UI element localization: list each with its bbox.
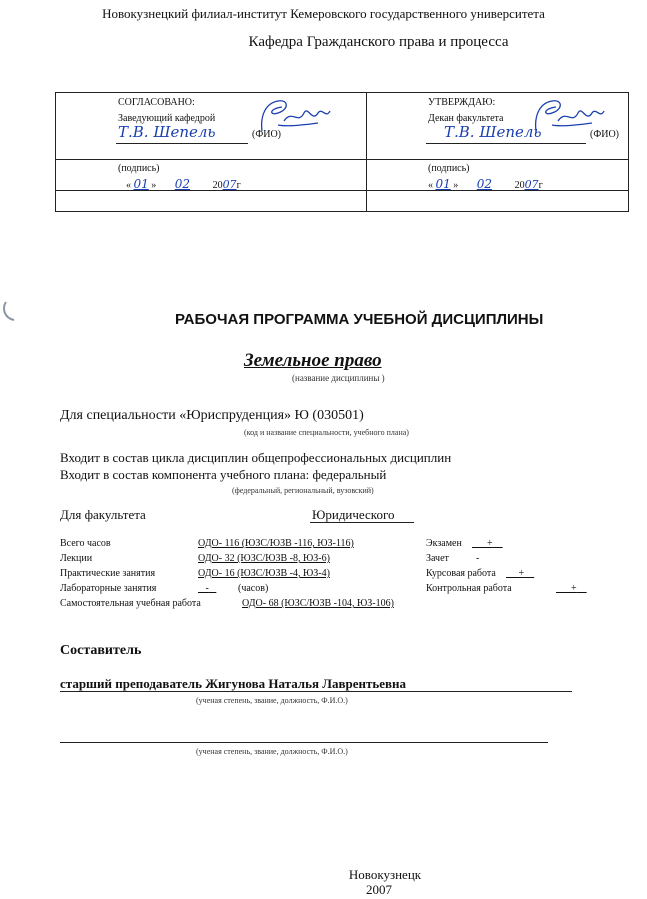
hours-label: Лабораторные занятия <box>60 583 157 594</box>
control-value <box>472 538 503 549</box>
author-caption: (ученая степень, звание, должность, Ф.И.О.) <box>196 747 348 756</box>
control-value-text: + <box>571 583 577 594</box>
name-underline <box>426 143 586 144</box>
approval-heading-left: СОГЛАСОВАНО: <box>118 97 195 108</box>
specialty-line: Для специальности «Юриспруденция» Ю (030501) <box>60 408 364 423</box>
control-value <box>506 568 534 579</box>
hours-value-text: - <box>205 583 209 594</box>
approval-role-left: Заведующий кафедрой <box>118 113 216 124</box>
approval-name-right: Т.В. Шепель <box>444 123 542 141</box>
faculty-label: Для факультета <box>60 507 146 522</box>
author-underline <box>60 691 572 692</box>
date-year-g: г <box>236 180 241 191</box>
department-name: Кафедра Гражданского права и процесса <box>248 34 509 50</box>
approval-role-right: Декан факультета <box>428 113 504 124</box>
hours-label: Лекции <box>60 553 93 564</box>
divider <box>366 93 367 211</box>
date-left <box>126 177 241 191</box>
hours-value <box>198 583 216 594</box>
specialty-caption: (код и название специальности, учебного плана) <box>244 428 409 437</box>
control-value-text: + <box>518 568 525 579</box>
hours-label: Практические занятия <box>60 568 156 579</box>
discipline-name: Земельное право <box>244 350 382 371</box>
sign-label-right: (подпись) <box>428 163 470 174</box>
signature-line <box>56 159 366 160</box>
approval-name-left: Т.В. Шепель <box>118 123 216 141</box>
date-month-left: 02 <box>174 177 191 191</box>
hours-label: Самостоятельная учебная работа <box>60 598 201 609</box>
scan-mark <box>2 300 16 322</box>
control-label: Зачет <box>426 553 449 564</box>
component-line: Входит в состав компонента учебного плана: федеральный <box>60 467 387 482</box>
signature-line <box>367 159 628 160</box>
control-label: Курсовая работа <box>426 568 496 579</box>
date-year-prefix: 20 <box>212 180 223 191</box>
date-quote: » <box>151 180 157 191</box>
date-year-left: 07 <box>222 178 237 191</box>
hours-value: ОДО- 116 (ЮЗС/ЮЗВ -116, ЮЗ-116) <box>198 538 354 549</box>
date-day-right: 01 <box>435 177 451 191</box>
date-right <box>428 177 543 191</box>
control-label: Экзамен <box>426 538 462 549</box>
signature-left <box>248 95 348 137</box>
name-underline <box>116 143 248 144</box>
program-title: РАБОЧАЯ ПРОГРАММА УЧЕБНОЙ ДИСЦИПЛИНЫ <box>175 311 544 328</box>
approval-fio-left: (ФИО) <box>252 129 282 140</box>
approval-block <box>55 92 629 212</box>
cycle-line: Входит в состав цикла дисциплин общепрофессиональных дисциплин <box>60 450 452 465</box>
faculty-value: Юридического <box>312 507 395 522</box>
hours-label: Всего часов <box>60 538 111 549</box>
date-day-left: 01 <box>133 177 149 191</box>
author-caption: (ученая степень, звание, должность, Ф.И.О.) <box>196 696 348 705</box>
footer-year: 2007 <box>366 882 392 897</box>
control-value <box>556 583 587 594</box>
author-name: старший преподаватель Жигунова Наталья Лаврентьевна <box>60 676 406 691</box>
control-value: - <box>476 553 480 564</box>
control-value-text: + <box>487 538 493 549</box>
sign-label-left: (подпись) <box>118 163 160 174</box>
hours-suffix: (часов) <box>238 583 269 594</box>
date-quote: » <box>453 180 459 191</box>
date-quote: « <box>428 180 433 191</box>
date-month-right: 02 <box>476 177 493 191</box>
signature-right <box>522 95 622 137</box>
faculty-underline <box>310 522 414 523</box>
hours-value: ОДО- 68 (ЮЗС/ЮЗВ -104, ЮЗ-106) <box>242 598 394 609</box>
institution-name: Новокузнецкий филиал-институт Кемеровского государственного университета <box>102 6 545 21</box>
author-underline <box>60 742 548 743</box>
date-year-g: г <box>538 180 543 191</box>
date-quote: « <box>126 180 131 191</box>
hours-value: ОДО- 32 (ЮЗС/ЮЗВ -8, ЮЗ-6) <box>198 553 330 564</box>
footer-city: Новокузнецк <box>348 867 422 882</box>
approval-fio-right: (ФИО) <box>590 129 620 140</box>
author-heading: Составитель <box>60 643 142 658</box>
approval-heading-right: УТВЕРЖДАЮ: <box>428 97 496 108</box>
discipline-caption: (название дисциплины ) <box>292 373 385 383</box>
component-caption: (федеральный, региональный, вузовский) <box>232 486 374 495</box>
date-year-right: 07 <box>524 178 539 191</box>
date-year-prefix: 20 <box>514 180 525 191</box>
hours-value: ОДО- 16 (ЮЗС/ЮЗВ -4, ЮЗ-4) <box>198 568 330 579</box>
control-label: Контрольная работа <box>426 583 512 594</box>
